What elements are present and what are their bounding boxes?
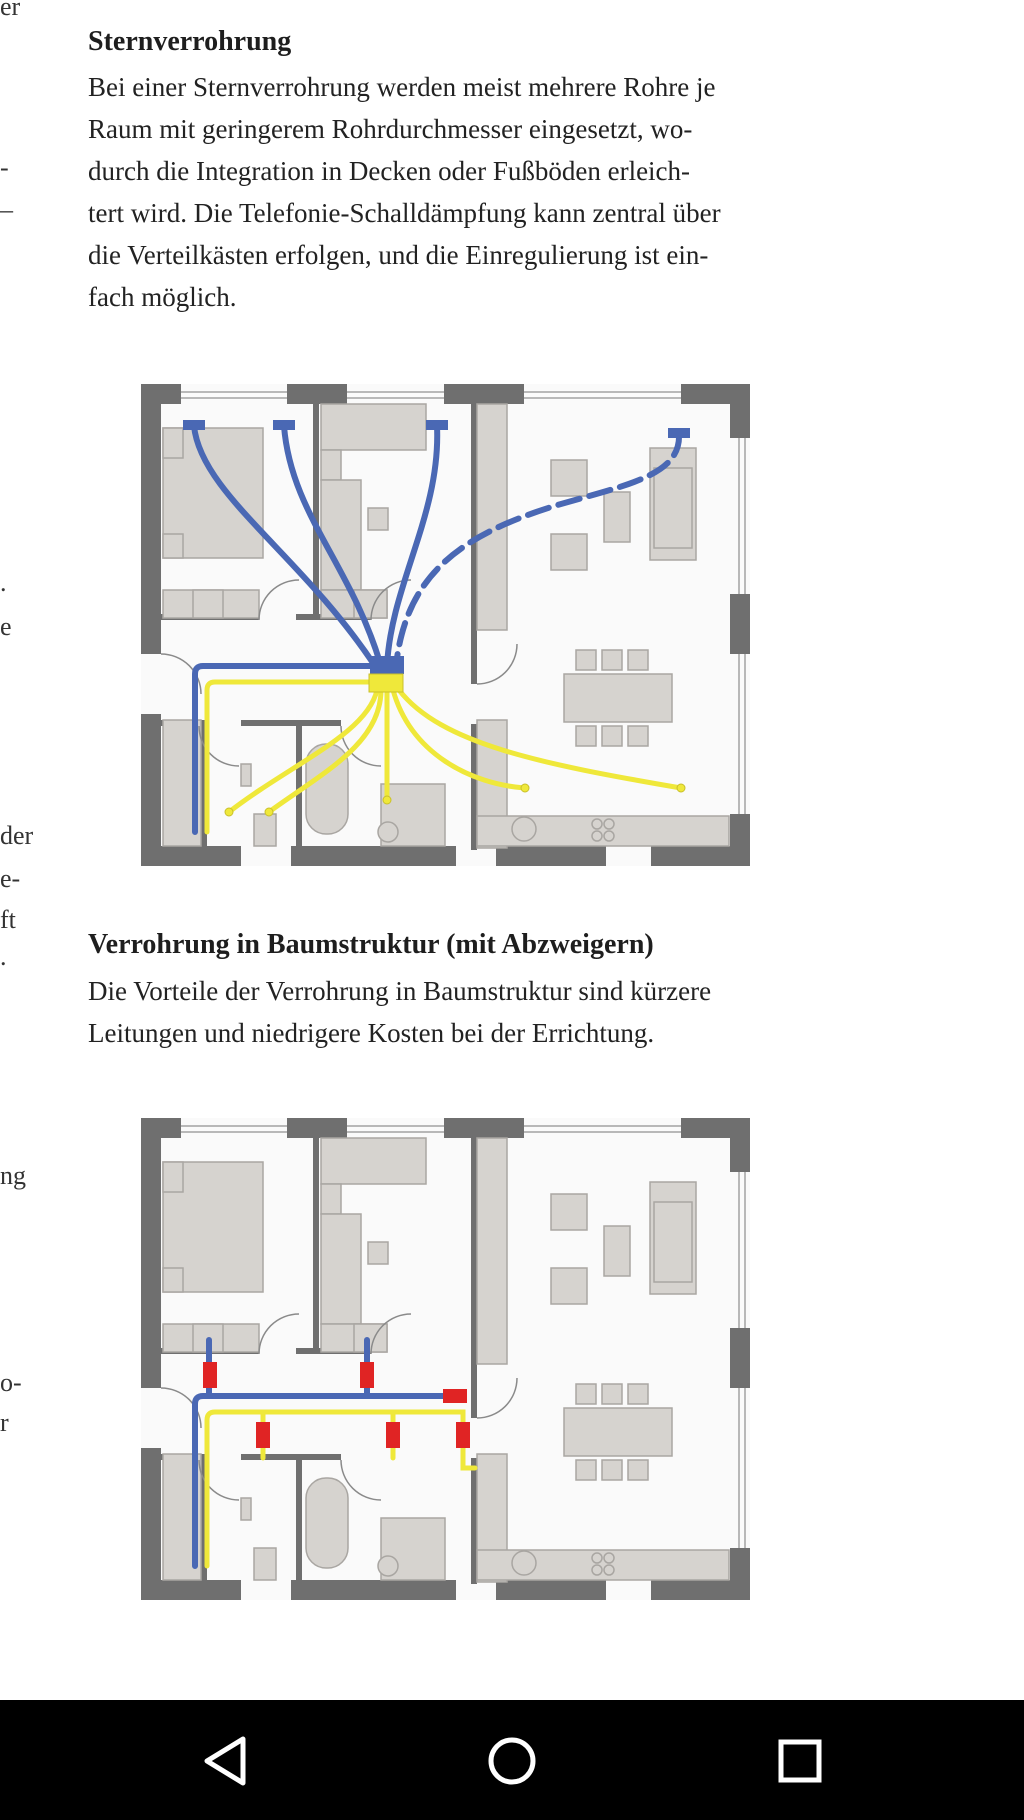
margin-fragment: . xyxy=(0,568,7,597)
home-circle-icon xyxy=(486,1735,538,1787)
margin-fragment: – xyxy=(0,195,13,224)
margin-fragment: - xyxy=(0,153,9,182)
floor-plan-star-piping xyxy=(141,384,750,866)
recents-square-icon xyxy=(776,1737,824,1785)
exhaust-distributor xyxy=(369,674,403,692)
margin-fragment: o- xyxy=(0,1368,22,1397)
paragraph-line: Leitungen und niedrigere Kosten bei der Errichtung. xyxy=(88,1018,655,1048)
paragraph-line: durch die Integration in Decken oder Fußböden erleich- xyxy=(88,156,691,186)
section-heading-sternverrohrung: Sternverrohrung xyxy=(88,26,292,57)
margin-fragment: ng xyxy=(0,1161,26,1190)
paragraph-line: die Verteilkästen erfolgen, und die Einregulierung ist ein- xyxy=(88,240,709,270)
section-heading-baumstruktur: Verrohrung in Baumstruktur (mit Abzweigern) xyxy=(88,929,654,960)
paragraph-line: Raum mit geringerem Rohrdurchmesser eingesetzt, wo- xyxy=(88,114,693,144)
margin-fragment: e xyxy=(0,612,12,641)
section-paragraph xyxy=(88,66,828,318)
margin-fragment: e- xyxy=(0,864,21,893)
home-button[interactable] xyxy=(472,1726,552,1796)
floor-plan-tree-piping xyxy=(141,1118,750,1600)
system-navigation-bar xyxy=(0,1700,1024,1820)
margin-fragment: ft xyxy=(0,905,16,934)
paragraph-line: fach möglich. xyxy=(88,282,237,312)
margin-fragment: r xyxy=(0,1408,9,1437)
paragraph-line: Bei einer Sternverrohrung werden meist mehrere Rohre je xyxy=(88,72,716,102)
section-paragraph xyxy=(88,970,828,1054)
recents-button[interactable] xyxy=(760,1726,840,1796)
back-button[interactable] xyxy=(185,1726,265,1796)
paragraph-line: tert wird. Die Telefonie-Schalldämpfung kann zentral über xyxy=(88,198,721,228)
back-triangle-icon xyxy=(201,1735,249,1787)
supply-distributor xyxy=(370,656,404,674)
margin-fragment: . xyxy=(0,942,7,971)
margin-fragment: er xyxy=(0,0,21,21)
margin-fragment: der xyxy=(0,821,34,850)
paragraph-line: Die Vorteile der Verrohrung in Baumstruktur sind kürzere xyxy=(88,976,712,1006)
